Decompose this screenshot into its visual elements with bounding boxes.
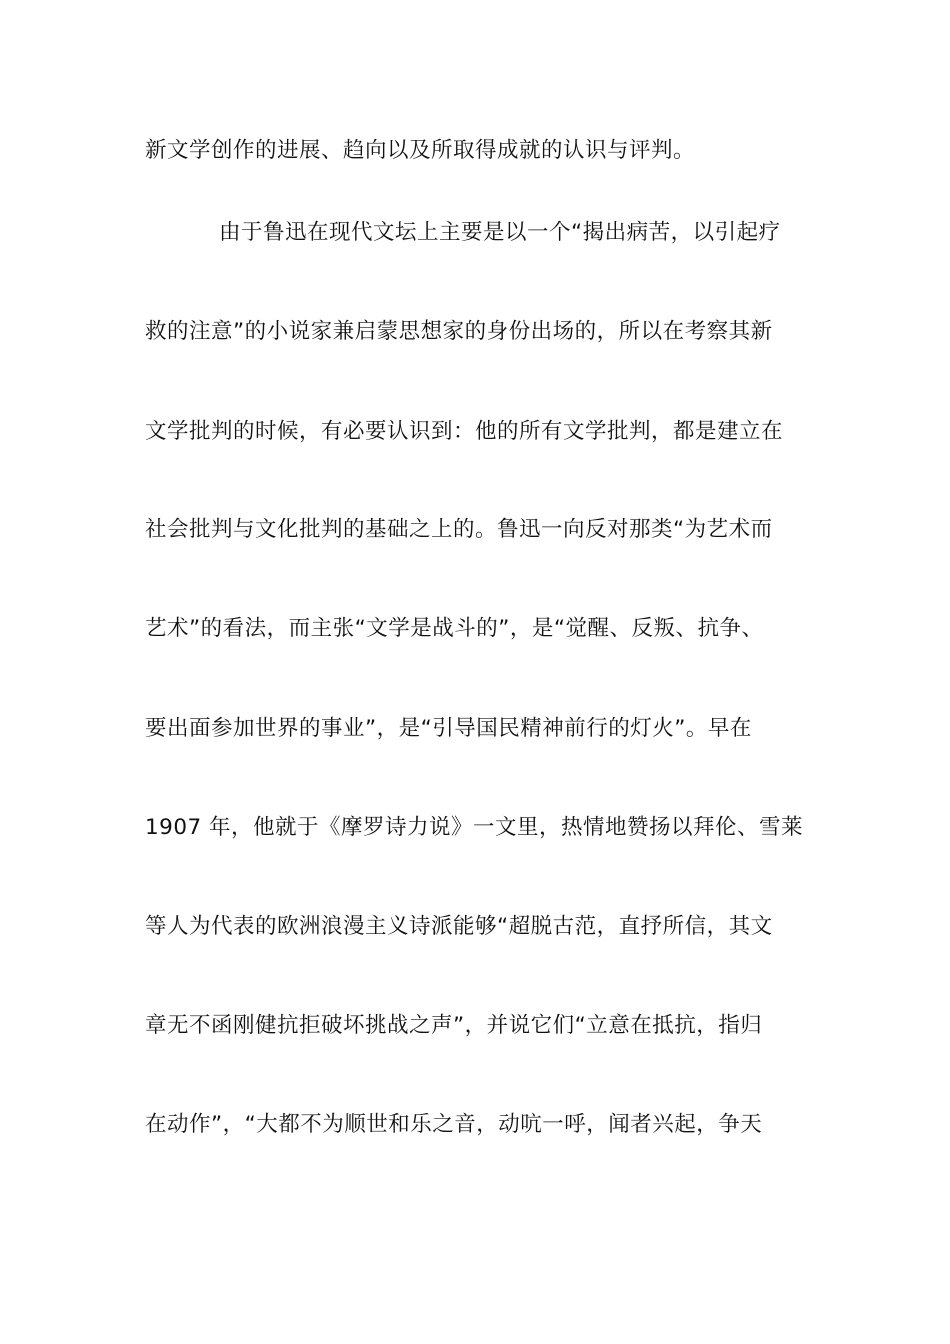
text-line-7: 要出面参加世界的事业”，是“引导国民精神前行的灯火”。早在 bbox=[145, 716, 752, 741]
text-line-1: 新文学创作的进展、趋向以及所取得成就的认识与评判。 bbox=[145, 138, 696, 163]
text-line-10: 章无不函刚健抗拒破坏挑战之声”，并说它们“立意在抵抗，指归 bbox=[145, 1013, 763, 1038]
text-line-5: 社会批判与文化批判的基础之上的。鲁迅一向反对那类“为艺术而 bbox=[145, 517, 773, 542]
text-line-6: 艺术”的看法，而主张“文学是战斗的”，是“觉醒、反叛、抗争、 bbox=[145, 616, 764, 641]
text-line-11: 在动作”，“大都不为顺世和乐之音，动吭一呼，闻者兴起，争天 bbox=[145, 1112, 763, 1137]
text-line-4: 文学批判的时候，有必要认识到：他的所有文学批判，都是建立在 bbox=[145, 419, 784, 444]
text-line-3: 救的注意”的小说家兼启蒙思想家的身份出场的，所以在考察其新 bbox=[145, 319, 773, 344]
text-line-8: 1907 年，他就于《摩罗诗力说》一文里，热情地赞扬以拜伦、雪莱 bbox=[145, 815, 804, 840]
paragraph-start-line: 由于鲁迅在现代文坛上主要是以一个“揭出病苦，以引起疗 bbox=[219, 220, 781, 245]
text-line-9: 等人为代表的欧洲浪漫主义诗派能够“超脱古范，直抒所信，其文 bbox=[145, 914, 773, 939]
